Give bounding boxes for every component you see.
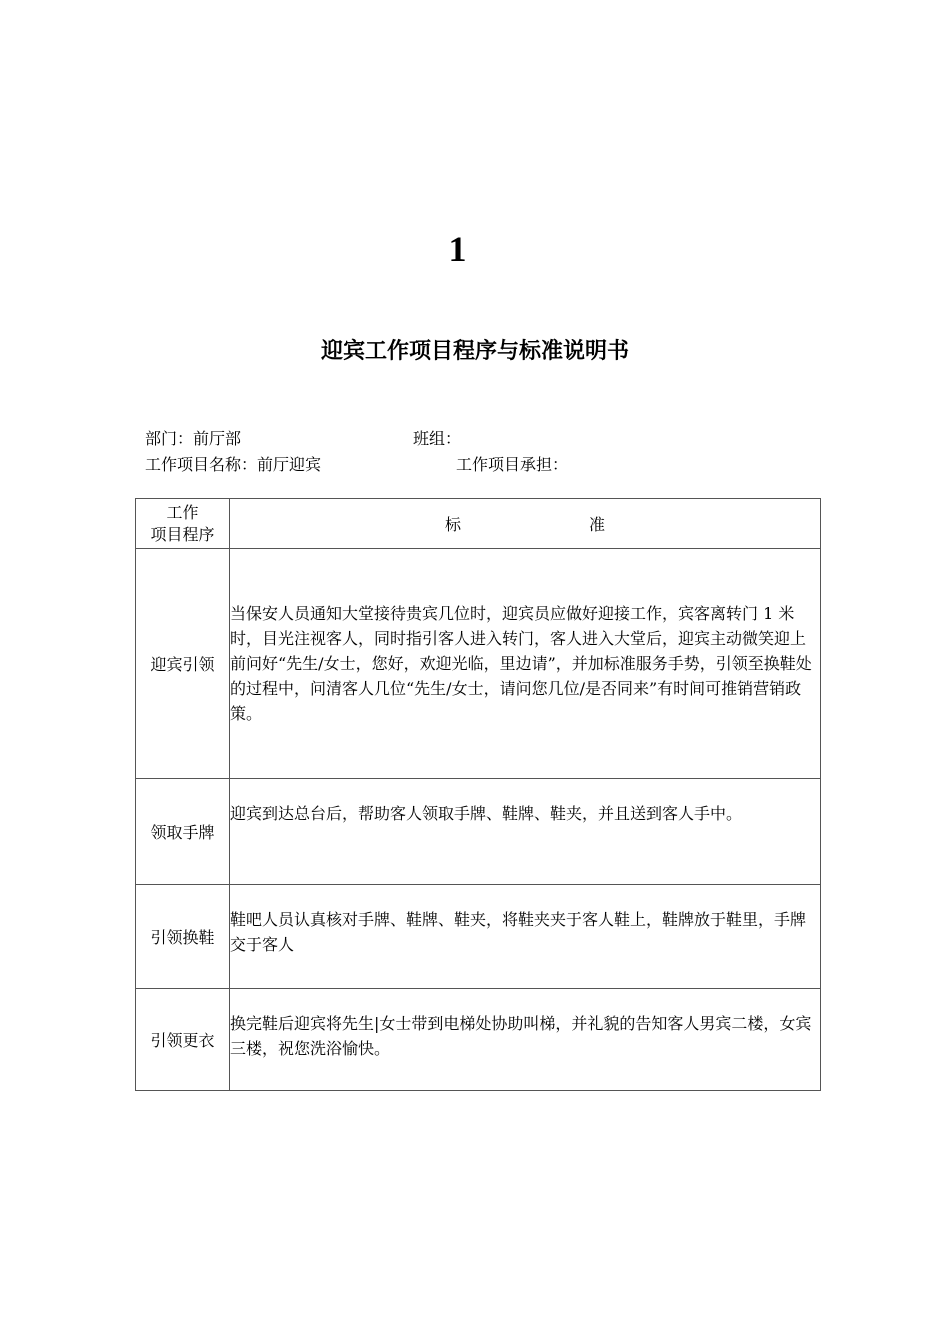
header-step-line2: 项目程序 <box>150 524 215 544</box>
header-step <box>136 499 230 549</box>
item-name-label: 工作项目名称：前厅迎宾 <box>145 455 322 474</box>
table-row <box>136 779 821 885</box>
bearer-label: 工作项目承担： <box>456 455 569 474</box>
header-step-line1: 工作 <box>166 502 199 522</box>
standard-cell: 鞋吧人员认真核对手牌、鞋牌、鞋夹，将鞋夹夹于客人鞋上，鞋牌放于鞋里，手牌交于客人 <box>230 885 821 989</box>
header-standard <box>230 499 821 549</box>
step-cell: 引领更衣 <box>136 989 230 1091</box>
table-header-row <box>136 499 821 549</box>
step-cell: 引领换鞋 <box>136 885 230 989</box>
page-title: 迎宾工作项目程序与标准说明书 <box>320 338 629 364</box>
page-number: 1 <box>448 229 467 269</box>
standards-table <box>135 498 821 1091</box>
standard-cell: 迎宾到达总台后，帮助客人领取手牌、鞋牌、鞋夹，并且送到客人手中。 <box>230 779 821 885</box>
standard-cell: 换完鞋后迎宾将先生|女士带到电梯处协助叫梯，并礼貌的告知客人男宾二楼，女宾三楼，祝您洗浴愉快。 <box>230 989 821 1091</box>
table-row <box>136 885 821 989</box>
table-row <box>136 549 821 779</box>
header-standard-char2: 准 <box>589 515 606 534</box>
step-cell: 迎宾引领 <box>136 549 230 779</box>
team-label: 班组： <box>413 429 462 448</box>
header-standard-char1: 标 <box>444 515 461 534</box>
department-label: 部门：前厅部 <box>145 429 242 448</box>
table-row <box>136 989 821 1091</box>
standard-cell: 当保安人员通知大堂接待贵宾几位时，迎宾员应做好迎接工作，宾客离转门 1 米时，目光注视客人，同时指引客人进入转门，客人进入大堂后，迎宾主动微笑迎上前问好“先生/女士，您好，欢迎光临，里边请”，并加标准服务手势，引领至换鞋处的过程中，问清客人几位“先生/女士，请问您几位/是否同来”有时间可推销营销政策。 <box>230 549 821 779</box>
step-cell: 领取手牌 <box>136 779 230 885</box>
